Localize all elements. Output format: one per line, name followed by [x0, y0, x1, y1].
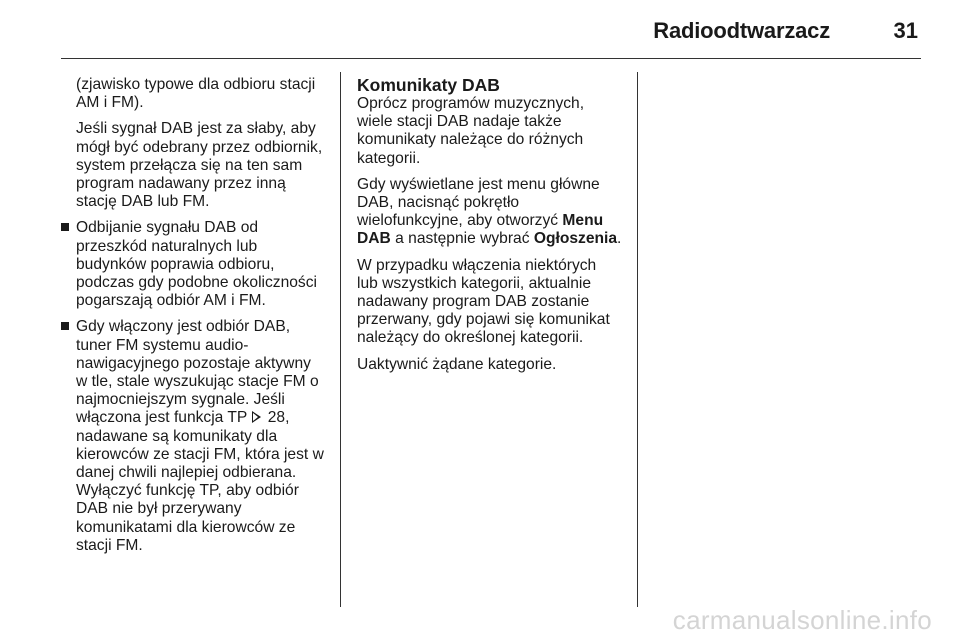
section-heading: Komunikaty DAB [357, 75, 500, 95]
text-line: Gdy włączony jest odbiór DAB, [76, 318, 291, 336]
header-rule [61, 58, 921, 59]
text-line: należący do określonej kategorii. [357, 329, 584, 347]
page-number: 31 [893, 18, 918, 43]
bullet-square-icon [61, 322, 69, 330]
text-line: Uaktywnić żądane kategorie. [357, 355, 557, 373]
text-line: mógł być odebrany przez odbiornik, [76, 138, 323, 156]
menu-label: Menu [562, 212, 604, 230]
text-line: Oprócz programów muzycznych, [357, 95, 585, 112]
sentence-end: . [617, 230, 622, 248]
activate-paragraph [357, 356, 635, 374]
text-line: tuner FM systemu audio- [76, 336, 249, 354]
cross-reference-arrow-icon [252, 411, 261, 423]
text-line: pogarszają odbiór AM i FM. [76, 292, 266, 310]
xref-page-link[interactable]: 28, [267, 409, 290, 427]
inline-text: a następnie wybrać [395, 230, 530, 248]
text-line: najmocniejszym sygnale. Jeśli [76, 391, 285, 409]
text-line [357, 212, 635, 230]
text-line: DAB, nacisnąć pokrętło [357, 194, 520, 212]
xref-line [76, 409, 337, 427]
text-line: nadawane są komunikaty dla [76, 427, 278, 445]
text-line: kategorii. [357, 149, 421, 167]
text-line: stacji FM. [76, 536, 143, 554]
bullet-item-interference [61, 219, 337, 310]
middle-column [357, 76, 635, 382]
text-line: kierowców ze stacji FM, która jest w [76, 445, 324, 463]
intro-paragraph [357, 95, 635, 168]
watermark: carmanualsonline.info [672, 605, 932, 635]
text-line: nadawany program DAB zostanie [357, 293, 590, 311]
text-line: stację DAB lub FM. [76, 193, 210, 211]
text-line: Odbijanie sygnału DAB od [76, 219, 259, 237]
menu-instructions-paragraph [357, 176, 635, 249]
column-divider-right [637, 72, 638, 607]
xref-lead-text: włączona jest funkcja TP [76, 409, 248, 427]
page-header-title: Radioodtwarzacz [653, 18, 830, 43]
text-line: (zjawisko typowe dla odbioru stacji [76, 76, 316, 93]
inline-text: wielofunkcyjne, aby otworzyć [357, 212, 559, 230]
bullet-item-fm-tuner [61, 318, 337, 555]
text-line: W przypadku włączenia niektórych [357, 256, 597, 274]
left-column [61, 76, 337, 563]
text-line: lub wszystkich kategorii, aktualnie [357, 274, 592, 292]
menu-option-label: Ogłoszenia [533, 230, 618, 248]
text-line: nawigacyjnego pozostaje aktywny [76, 354, 311, 372]
text-line: program nadawany przez inną [76, 175, 286, 193]
text-line: przeszkód naturalnych lub [76, 237, 258, 255]
continuation-paragraph [61, 76, 337, 112]
text-line: DAB nie był przerywany [76, 500, 242, 518]
text-line: Gdy wyświetlane jest menu główne [357, 175, 600, 193]
text-line [357, 230, 635, 248]
text-line: podczas gdy podobne okoliczności [76, 274, 317, 292]
column-divider-left [340, 72, 341, 607]
weak-signal-paragraph [61, 120, 337, 211]
bullet-square-icon [61, 223, 69, 231]
text-line: przerwany, gdy pojawi się komunikat [357, 311, 610, 329]
interrupt-paragraph [357, 257, 635, 348]
text-line: wiele stacji DAB nadaje także [357, 113, 562, 131]
text-line: Jeśli sygnał DAB jest za słaby, aby [76, 120, 316, 138]
text-line: danej chwili najlepiej odbierana. [76, 464, 297, 482]
text-line: komunikaty należące do różnych [357, 131, 584, 149]
text-line: komunikatami dla kierowców ze [76, 518, 296, 536]
text-line: Wyłączyć funkcję TP, aby odbiór [76, 482, 299, 500]
menu-label-continued: DAB [357, 230, 391, 248]
text-line: w tle, stale wyszukując stacje FM o [76, 373, 319, 391]
text-line: budynków poprawia odbioru, [76, 255, 275, 273]
text-line: system przełącza się na ten sam [76, 156, 303, 174]
text-line: AM i FM). [76, 94, 144, 112]
